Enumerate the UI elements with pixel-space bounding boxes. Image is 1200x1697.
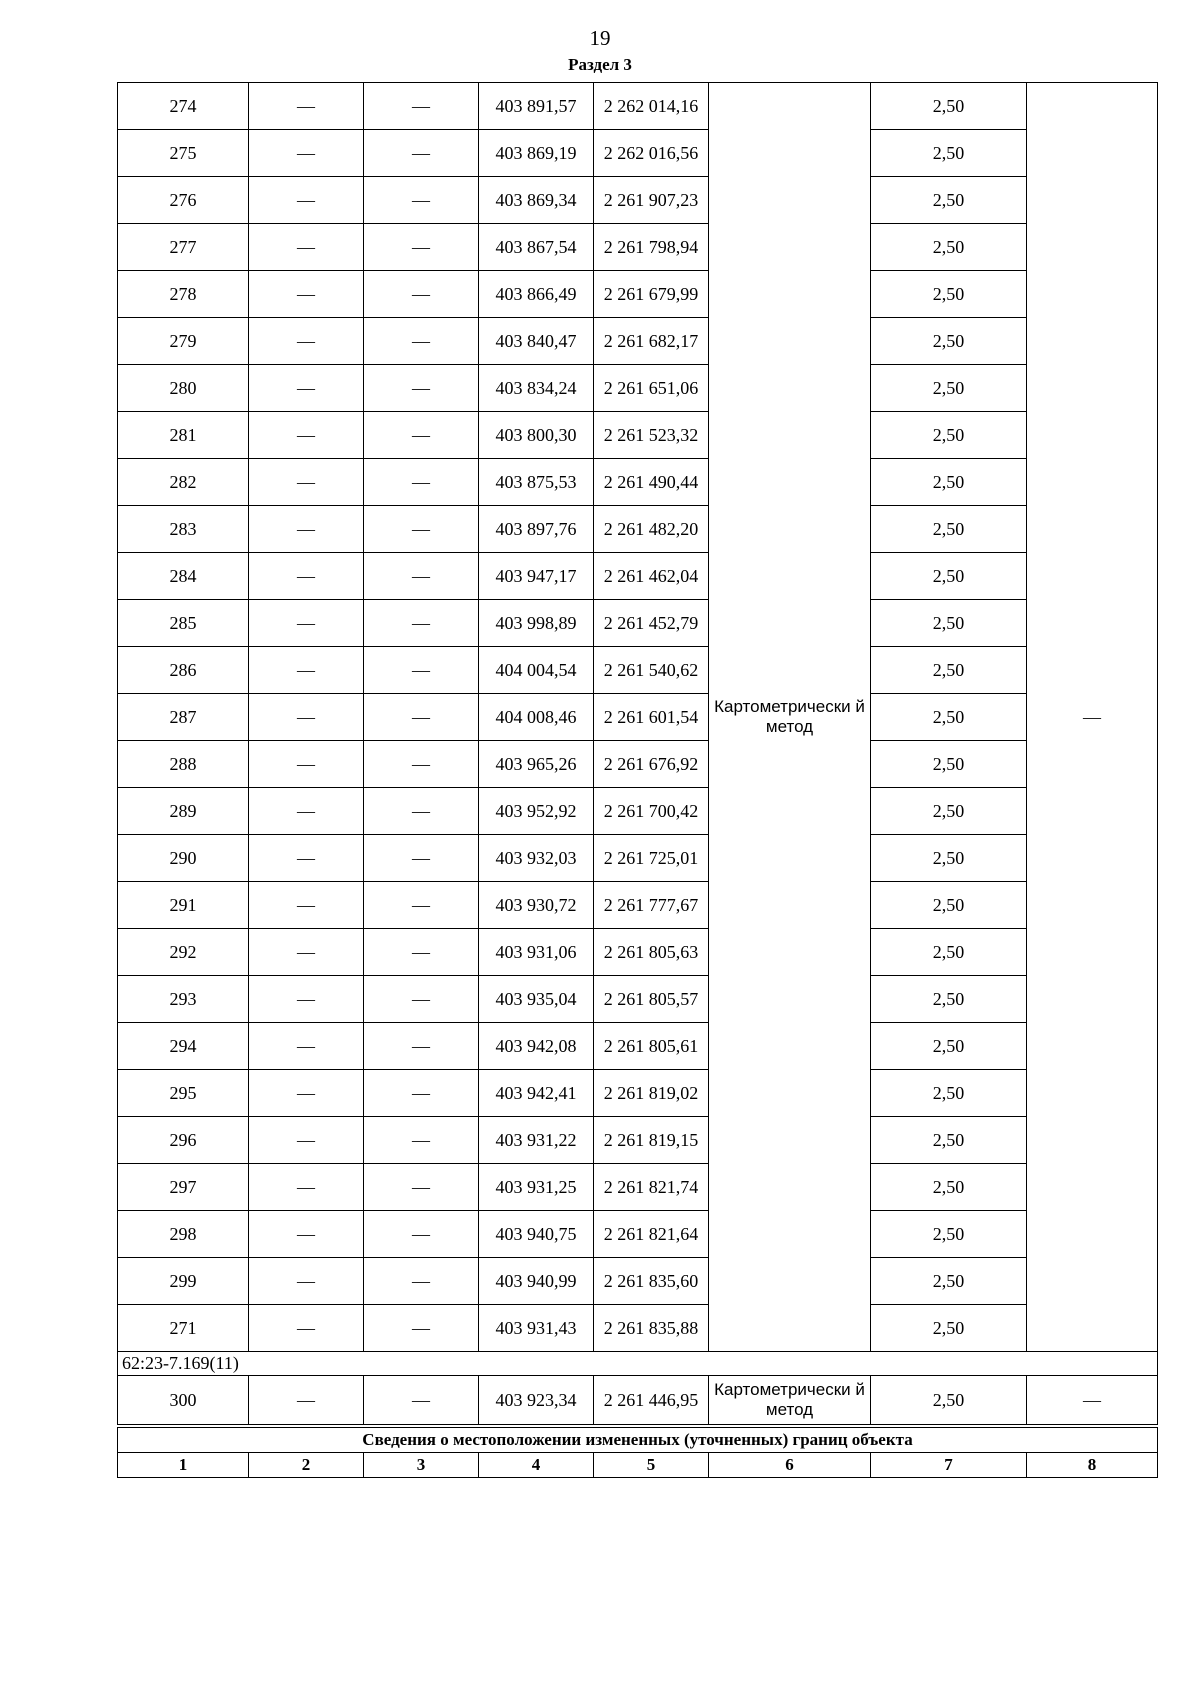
table-row [118, 929, 1158, 976]
y-coordinate: 2 261 821,64 [594, 1211, 709, 1258]
table-row [118, 271, 1158, 318]
old-x-cell: — [249, 365, 364, 412]
table-row [118, 741, 1158, 788]
point-number: 294 [118, 1023, 249, 1070]
y-coordinate: 2 261 601,54 [594, 694, 709, 741]
old-x-cell: — [249, 177, 364, 224]
table-row [118, 1211, 1158, 1258]
old-y-cell: — [364, 1376, 479, 1427]
table-row [118, 1023, 1158, 1070]
x-coordinate: 403 942,08 [479, 1023, 594, 1070]
table-row [118, 224, 1158, 271]
y-coordinate: 2 261 907,23 [594, 177, 709, 224]
old-x-cell: — [249, 83, 364, 130]
point-number: 286 [118, 647, 249, 694]
table-row [118, 694, 1158, 741]
accuracy-cell: 2,50 [871, 130, 1027, 177]
old-x-cell: — [249, 506, 364, 553]
table-row [118, 882, 1158, 929]
y-coordinate: 2 261 523,32 [594, 412, 709, 459]
y-coordinate: 2 261 798,94 [594, 224, 709, 271]
y-coordinate: 2 261 805,57 [594, 976, 709, 1023]
table-row [118, 130, 1158, 177]
x-coordinate: 403 932,03 [479, 835, 594, 882]
old-x-cell: — [249, 130, 364, 177]
old-x-cell: — [249, 1376, 364, 1427]
x-coordinate: 403 931,25 [479, 1164, 594, 1211]
old-x-cell: — [249, 694, 364, 741]
x-coordinate: 403 942,41 [479, 1070, 594, 1117]
x-coordinate: 404 004,54 [479, 647, 594, 694]
x-coordinate: 403 940,99 [479, 1258, 594, 1305]
old-y-cell: — [364, 1211, 479, 1258]
point-number: 290 [118, 835, 249, 882]
x-coordinate: 403 998,89 [479, 600, 594, 647]
old-y-cell: — [364, 271, 479, 318]
table-row [118, 976, 1158, 1023]
point-number: 285 [118, 600, 249, 647]
x-coordinate: 403 930,72 [479, 882, 594, 929]
table-row [118, 1070, 1158, 1117]
accuracy-cell: 2,50 [871, 976, 1027, 1023]
point-number: 300 [118, 1376, 249, 1427]
old-y-cell: — [364, 741, 479, 788]
y-coordinate: 2 261 682,17 [594, 318, 709, 365]
table-row [118, 365, 1158, 412]
old-y-cell: — [364, 553, 479, 600]
old-x-cell: — [249, 647, 364, 694]
point-number: 292 [118, 929, 249, 976]
table-row [118, 600, 1158, 647]
old-y-cell: — [364, 1305, 479, 1352]
method-cell: Картометрически й метод [709, 83, 871, 1352]
old-x-cell: — [249, 224, 364, 271]
old-y-cell: — [364, 882, 479, 929]
old-x-cell: — [249, 1023, 364, 1070]
accuracy-cell: 2,50 [871, 1164, 1027, 1211]
old-y-cell: — [364, 1117, 479, 1164]
table-body [118, 83, 1158, 1478]
y-coordinate: 2 261 835,60 [594, 1258, 709, 1305]
column-number: 8 [1027, 1453, 1158, 1478]
old-x-cell: — [249, 318, 364, 365]
accuracy-cell: 2,50 [871, 1117, 1027, 1164]
old-y-cell: — [364, 788, 479, 835]
point-number: 291 [118, 882, 249, 929]
accuracy-cell: 2,50 [871, 647, 1027, 694]
old-y-cell: — [364, 506, 479, 553]
x-coordinate: 403 866,49 [479, 271, 594, 318]
x-coordinate: 403 965,26 [479, 741, 594, 788]
point-number: 296 [118, 1117, 249, 1164]
point-number: 277 [118, 224, 249, 271]
old-x-cell: — [249, 271, 364, 318]
old-y-cell: — [364, 130, 479, 177]
y-coordinate: 2 261 805,63 [594, 929, 709, 976]
accuracy-cell: 2,50 [871, 177, 1027, 224]
old-y-cell: — [364, 318, 479, 365]
old-x-cell: — [249, 929, 364, 976]
accuracy-cell: 2,50 [871, 224, 1027, 271]
y-coordinate: 2 261 452,79 [594, 600, 709, 647]
point-number: 281 [118, 412, 249, 459]
table-row [118, 459, 1158, 506]
column-number: 3 [364, 1453, 479, 1478]
y-coordinate: 2 261 725,01 [594, 835, 709, 882]
table-row [118, 177, 1158, 224]
description-cell: — [1027, 1376, 1158, 1427]
table-row [118, 788, 1158, 835]
table-row [118, 835, 1158, 882]
column-number: 1 [118, 1453, 249, 1478]
table-row [118, 83, 1158, 130]
old-x-cell: — [249, 1305, 364, 1352]
old-x-cell: — [249, 1258, 364, 1305]
point-number: 287 [118, 694, 249, 741]
point-number: 271 [118, 1305, 249, 1352]
column-numbers-row [118, 1453, 1158, 1478]
x-coordinate: 403 935,04 [479, 976, 594, 1023]
point-number: 293 [118, 976, 249, 1023]
old-y-cell: — [364, 694, 479, 741]
x-coordinate: 403 834,24 [479, 365, 594, 412]
accuracy-cell: 2,50 [871, 412, 1027, 459]
old-y-cell: — [364, 83, 479, 130]
accuracy-cell: 2,50 [871, 271, 1027, 318]
old-x-cell: — [249, 1117, 364, 1164]
old-y-cell: — [364, 835, 479, 882]
old-x-cell: — [249, 459, 364, 506]
old-y-cell: — [364, 976, 479, 1023]
accuracy-cell: 2,50 [871, 1070, 1027, 1117]
old-x-cell: — [249, 741, 364, 788]
accuracy-cell: 2,50 [871, 788, 1027, 835]
x-coordinate: 403 875,53 [479, 459, 594, 506]
y-coordinate: 2 261 676,92 [594, 741, 709, 788]
table-row [118, 412, 1158, 459]
accuracy-cell: 2,50 [871, 506, 1027, 553]
x-coordinate: 403 952,92 [479, 788, 594, 835]
old-y-cell: — [364, 1070, 479, 1117]
table-row [118, 647, 1158, 694]
x-coordinate: 403 940,75 [479, 1211, 594, 1258]
accuracy-cell: 2,50 [871, 882, 1027, 929]
old-x-cell: — [249, 1070, 364, 1117]
y-coordinate: 2 261 805,61 [594, 1023, 709, 1070]
old-x-cell: — [249, 600, 364, 647]
accuracy-cell: 2,50 [871, 83, 1027, 130]
accuracy-cell: 2,50 [871, 318, 1027, 365]
x-coordinate: 403 931,06 [479, 929, 594, 976]
x-coordinate: 403 923,34 [479, 1376, 594, 1427]
point-number: 298 [118, 1211, 249, 1258]
y-coordinate: 2 262 014,16 [594, 83, 709, 130]
section-title: Раздел 3 [568, 55, 632, 74]
accuracy-cell: 2,50 [871, 694, 1027, 741]
point-number: 283 [118, 506, 249, 553]
accuracy-cell: 2,50 [871, 1258, 1027, 1305]
x-coordinate: 403 869,19 [479, 130, 594, 177]
y-coordinate: 2 261 835,88 [594, 1305, 709, 1352]
changed-boundaries-heading-row [118, 1426, 1158, 1453]
y-coordinate: 2 261 490,44 [594, 459, 709, 506]
old-x-cell: — [249, 1164, 364, 1211]
y-coordinate: 2 261 540,62 [594, 647, 709, 694]
point-number: 288 [118, 741, 249, 788]
y-coordinate: 2 261 777,67 [594, 882, 709, 929]
point-number: 299 [118, 1258, 249, 1305]
old-y-cell: — [364, 177, 479, 224]
accuracy-cell: 2,50 [871, 1211, 1027, 1258]
x-coordinate: 403 840,47 [479, 318, 594, 365]
accuracy-cell: 2,50 [871, 1305, 1027, 1352]
old-y-cell: — [364, 365, 479, 412]
accuracy-cell: 2,50 [871, 553, 1027, 600]
accuracy-cell: 2,50 [871, 1023, 1027, 1070]
description-cell: — [1027, 83, 1158, 1352]
y-coordinate: 2 261 821,74 [594, 1164, 709, 1211]
table-row [118, 506, 1158, 553]
old-y-cell: — [364, 647, 479, 694]
point-number: 284 [118, 553, 249, 600]
table-row [118, 1376, 1158, 1427]
accuracy-cell: 2,50 [871, 741, 1027, 788]
column-number: 6 [709, 1453, 871, 1478]
y-coordinate: 2 261 482,20 [594, 506, 709, 553]
y-coordinate: 2 261 700,42 [594, 788, 709, 835]
point-number: 274 [118, 83, 249, 130]
old-x-cell: — [249, 882, 364, 929]
old-x-cell: — [249, 553, 364, 600]
old-x-cell: — [249, 835, 364, 882]
x-coordinate: 404 008,46 [479, 694, 594, 741]
x-coordinate: 403 897,76 [479, 506, 594, 553]
old-y-cell: — [364, 1258, 479, 1305]
old-y-cell: — [364, 1023, 479, 1070]
old-x-cell: — [249, 788, 364, 835]
y-coordinate: 2 261 446,95 [594, 1376, 709, 1427]
y-coordinate: 2 261 462,04 [594, 553, 709, 600]
accuracy-cell: 2,50 [871, 459, 1027, 506]
accuracy-cell: 2,50 [871, 1376, 1027, 1427]
x-coordinate: 403 931,22 [479, 1117, 594, 1164]
old-y-cell: — [364, 929, 479, 976]
method-cell: Картометрически й метод [709, 1376, 871, 1427]
table-row [118, 1258, 1158, 1305]
old-x-cell: — [249, 976, 364, 1023]
column-number: 5 [594, 1453, 709, 1478]
point-number: 278 [118, 271, 249, 318]
x-coordinate: 403 800,30 [479, 412, 594, 459]
old-y-cell: — [364, 459, 479, 506]
accuracy-cell: 2,50 [871, 365, 1027, 412]
old-y-cell: — [364, 1164, 479, 1211]
column-number: 2 [249, 1453, 364, 1478]
x-coordinate: 403 931,43 [479, 1305, 594, 1352]
table-row [118, 1305, 1158, 1352]
point-number: 275 [118, 130, 249, 177]
accuracy-cell: 2,50 [871, 600, 1027, 647]
changed-boundaries-heading: Сведения о местоположении измененных (уточненных) границ объекта [118, 1426, 1158, 1453]
old-y-cell: — [364, 412, 479, 459]
old-y-cell: — [364, 600, 479, 647]
old-x-cell: — [249, 412, 364, 459]
x-coordinate: 403 947,17 [479, 553, 594, 600]
point-number: 297 [118, 1164, 249, 1211]
y-coordinate: 2 262 016,56 [594, 130, 709, 177]
y-coordinate: 2 261 679,99 [594, 271, 709, 318]
parcel-label: 62:23-7.169(11) [118, 1352, 1158, 1376]
x-coordinate: 403 869,34 [479, 177, 594, 224]
point-number: 279 [118, 318, 249, 365]
coordinates-table [117, 82, 1158, 1478]
table-row [118, 1117, 1158, 1164]
point-number: 276 [118, 177, 249, 224]
old-y-cell: — [364, 224, 479, 271]
x-coordinate: 403 891,57 [479, 83, 594, 130]
accuracy-cell: 2,50 [871, 929, 1027, 976]
point-number: 280 [118, 365, 249, 412]
page-number: 19 [589, 26, 611, 50]
y-coordinate: 2 261 651,06 [594, 365, 709, 412]
point-number: 282 [118, 459, 249, 506]
point-number: 289 [118, 788, 249, 835]
table-row [118, 1164, 1158, 1211]
table-row [118, 553, 1158, 600]
y-coordinate: 2 261 819,15 [594, 1117, 709, 1164]
accuracy-cell: 2,50 [871, 835, 1027, 882]
column-number: 7 [871, 1453, 1027, 1478]
column-number: 4 [479, 1453, 594, 1478]
parcel-row [118, 1352, 1158, 1376]
point-number: 295 [118, 1070, 249, 1117]
table-row [118, 318, 1158, 365]
x-coordinate: 403 867,54 [479, 224, 594, 271]
y-coordinate: 2 261 819,02 [594, 1070, 709, 1117]
old-x-cell: — [249, 1211, 364, 1258]
